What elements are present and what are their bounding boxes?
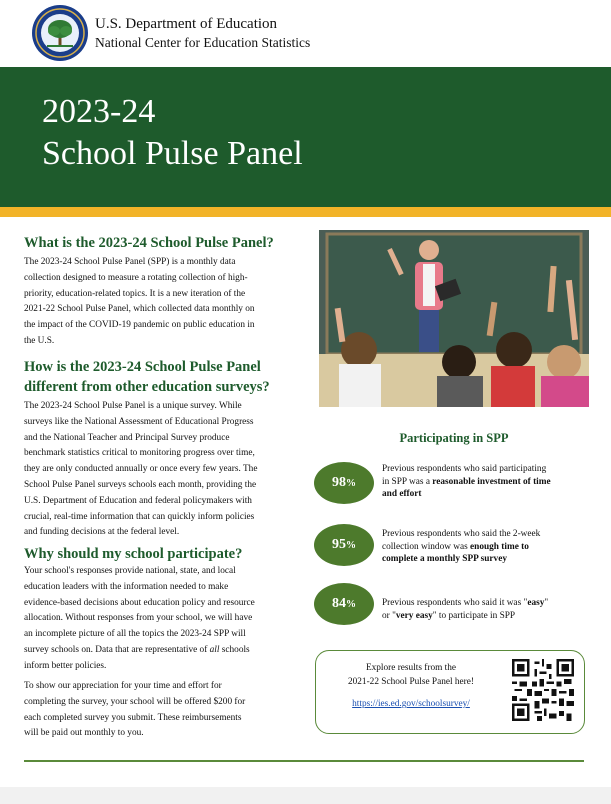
stat-description: Previous respondents who said the 2-week collection window was enough time to complete a monthly SPP survey [382, 529, 541, 564]
title-banner [0, 67, 611, 207]
gold-divider [0, 207, 611, 217]
section-heading: Why should my school participate? [24, 546, 243, 562]
header [0, 0, 611, 67]
department-name: U.S. Department of Education [95, 16, 278, 32]
classroom-photo [319, 230, 589, 407]
section-body: The 2023-24 School Pulse Panel is a unique survey. While surveys like the National Assessment of Educational Progress and the National Teacher and Principal Survey produce benchmark statistics critical to monitoring progress over time, they are only conducted annually or once every few years. The School Pulse Panel surveys schools each month, providing the U.S. Department of Education and federal policymakers with crucial, real-time information that can quickly inform policies and funding decisions at the federal level. [24, 401, 258, 538]
school-survey-link[interactable]: https://ies.ed.gov/schoolsurvey/ [352, 699, 470, 709]
footer-rule [24, 760, 584, 762]
center-name: National Center for Education Statistics [95, 35, 311, 50]
section-body: The 2023-24 School Pulse Panel (SPP) is a monthly data collection designed to measure a rotating collection of high- priority, education-related topics. It is a new iteration of the 2021-22 School Pulse Panel, which collected data monthly on the impact of the COVID-19 pandemic on public education in the U.S. [24, 257, 255, 346]
section-body-reimbursement: To show our appreciation for your time and effort for completing the survey, your school will be offered $200 for each completed survey you submit. These reimbursements will be paid out monthly to you. [24, 681, 246, 739]
banner-year: 2023-24 [42, 93, 156, 130]
callout-line: 2021-22 School Pulse Panel here! [347, 677, 474, 687]
stat-badge: 98% [314, 462, 374, 504]
stat-description: Previous respondents who said it was "easy" or "very easy" to participate in SPP [382, 598, 549, 621]
section-body: Your school's responses provide national, state, and local education leaders with the information needed to make evidence-based decisions about education policy and resource allocation. Without responses from your school, we will have an incomplete picture of all the topics the 2023-24 SPP will survey schools on. Data that are representative of all schools inform better policies. [24, 566, 255, 671]
participating-title: Participating in SPP [399, 431, 509, 445]
stat-description: Previous respondents who said participating in SPP was a reasonable investment of time and effort [382, 464, 551, 499]
callout-line: Explore results from the [365, 663, 457, 673]
section-heading: What is the 2023-24 School Pulse Panel? [24, 235, 274, 251]
qr-code-icon[interactable] [512, 659, 574, 721]
banner-title: School Pulse Panel [42, 135, 303, 172]
department-seal-icon [31, 4, 89, 62]
section-heading: How is the 2023-24 School Pulse Panel different from other education surveys? [24, 359, 270, 395]
stat-badge: 95% [314, 524, 374, 566]
stat-badge: 84% [314, 583, 374, 625]
results-callout [315, 650, 585, 734]
